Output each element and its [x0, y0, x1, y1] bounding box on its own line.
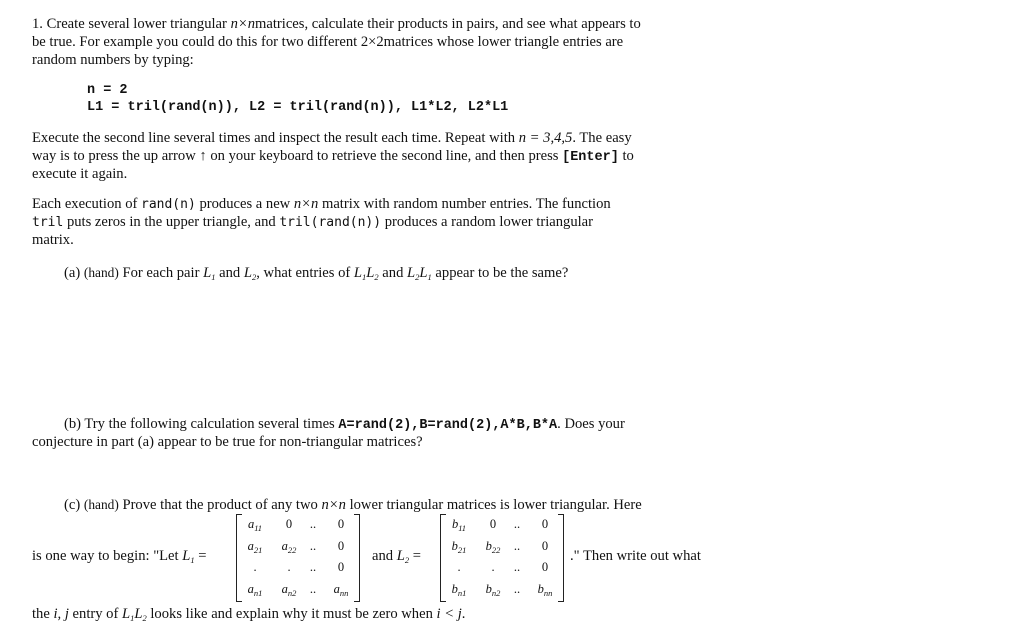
matrix-l2-dots: ..	[513, 517, 521, 531]
part-b-line-1: (b) Try the following calculation several times A=rand(2),B=rand(2),A*B,B*A. Does your	[64, 416, 625, 433]
matrix-l1-dots: ..	[309, 539, 317, 553]
rand-line-1: Each execution of rand(n) produces a new n×n matrix with random number entries. The function	[32, 196, 611, 212]
code-line-1: n = 2	[87, 83, 128, 98]
matrix-l1-dot: .	[253, 560, 257, 574]
matrix-l1-right-bracket	[354, 514, 360, 602]
matrix-l2-zero: 0	[489, 517, 497, 531]
matrix-l2-b11: $b_{11}$	[451, 517, 467, 533]
intro-line-1: 1. Create several lower triangular n×nmatrices, calculate their products in pairs, and see what appears to	[32, 16, 641, 32]
intro-line-3: random numbers by typing:	[32, 52, 194, 68]
matrix-l2-dots: ..	[513, 539, 521, 553]
part-c-line-1: (c) (hand) Prove that the product of any two n×n lower triangular matrices is lower triangular. Here	[64, 497, 642, 513]
matrix-l1-zero: 0	[337, 560, 345, 574]
matrix-l2-b21: $b_{21}$	[451, 539, 467, 555]
matrix-l1-zero: 0	[337, 539, 345, 553]
matrix-l2	[440, 514, 564, 602]
matrix-l2-zero: 0	[541, 539, 549, 553]
matrix-l1-dots: ..	[309, 582, 317, 596]
matrix-l2-b22: $b_{22}$	[485, 539, 501, 555]
matrix-l1-a21: $a_{21}$	[247, 539, 263, 555]
intro-line-2: be true. For example you could do this for two different 2×2matrices whose lower triangle entries are	[32, 34, 624, 50]
rand-line-2: tril puts zeros in the upper triangle, and tril(rand(n)) produces a random lower triangular	[32, 214, 594, 230]
part-b-line-2: conjecture in part (a) appear to be true for non-triangular matrices?	[32, 434, 423, 450]
matrix-l1-dots: ..	[309, 517, 317, 531]
part-c-last-line: the i, j entry of $L_1L_2$ looks like and explain why it must be zero when i < j.	[32, 606, 466, 623]
matrix-l2-dot: .	[491, 560, 495, 574]
matrix-l2-zero: 0	[541, 517, 549, 531]
matrix-l2-bn1: $b_{n1}$	[451, 582, 467, 598]
execute-line-1: Execute the second line several times and inspect the result each time. Repeat with n = 3,4,5. The easy	[32, 130, 632, 146]
matrix-l2-bn2: $b_{n2}$	[485, 582, 501, 598]
matrix-l2-dots: ..	[513, 582, 521, 596]
execute-line-2: way is to press the up arrow ↑ on your keyboard to retrieve the second line, and then press [Enter] to	[32, 148, 634, 165]
execute-line-3: execute it again.	[32, 166, 128, 182]
matrix-l1	[236, 514, 360, 602]
part-c-then-text: ." Then write out what	[570, 548, 701, 564]
matrix-l1-ann: $a_{nn}$	[333, 582, 349, 598]
matrix-l1-a11: $a_{11}$	[247, 517, 263, 533]
matrix-l1-a22: $a_{22}$	[281, 539, 297, 555]
matrix-l1-an1: $a_{n1}$	[247, 582, 263, 598]
matrix-l1-dot: .	[287, 560, 291, 574]
part-c-begin-text: is one way to begin: "Let $L_1$ =	[32, 548, 207, 565]
matrix-l1-zero: 0	[285, 517, 293, 531]
matrix-l2-dots: ..	[513, 560, 521, 574]
matrix-l2-zero: 0	[541, 560, 549, 574]
rand-line-3: matrix.	[32, 232, 74, 248]
part-a-question: (a) (hand) For each pair $L_1$ and $L_2$, what entries of $L_1L_2$ and $L_2L_1$ appear to be the same?	[64, 265, 569, 282]
matrix-l1-dots: ..	[309, 560, 317, 574]
part-c-and-text: and $L_2$ =	[372, 548, 421, 565]
matrix-l1-zero: 0	[337, 517, 345, 531]
matrix-l1-an2: $a_{n2}$	[281, 582, 297, 598]
matrix-l2-bnn: $b_{nn}$	[537, 582, 553, 598]
code-line-2: L1 = tril(rand(n)), L2 = tril(rand(n)), L1*L2, L2*L1	[87, 100, 509, 115]
matrix-l2-right-bracket	[558, 514, 564, 602]
matrix-l2-dot: .	[457, 560, 461, 574]
